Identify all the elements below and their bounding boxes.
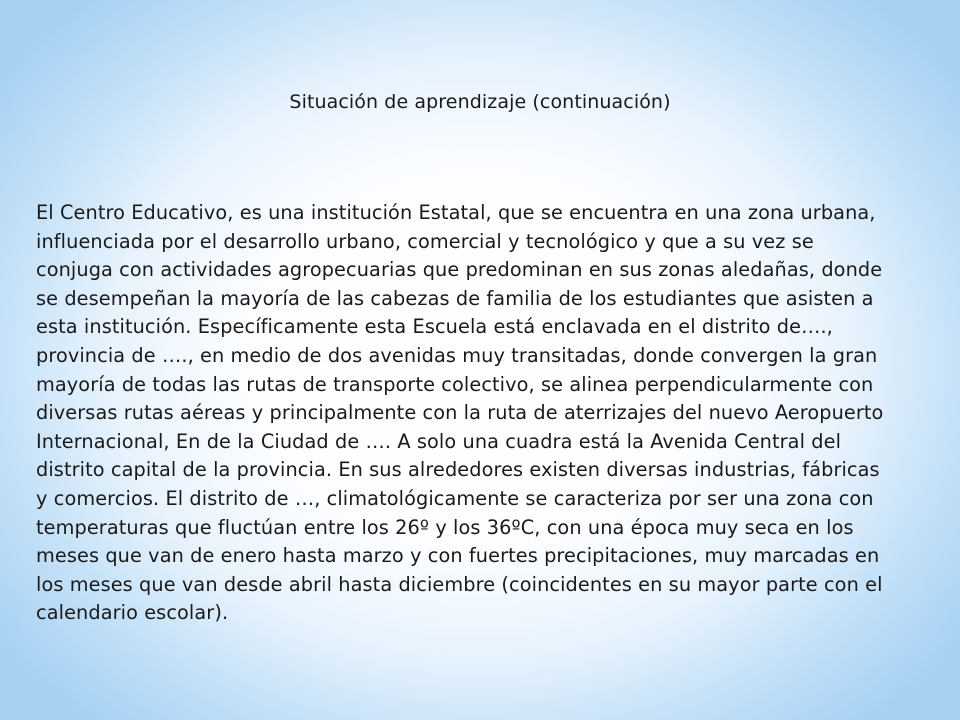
slide-body-text: El Centro Educativo, es una institución Estatal, que se encuentra en una zona urbana, influenciada por el desarrollo urbano, comercial y tecnológico y que a su vez se conjuga con actividades agropecuarias que predominan en sus zonas aledañas, donde se desempeñan la mayoría de las cabezas de familia de los estudiantes que asisten a esta institución. Específicamente esta Escuela está enclavada en el distrito de…., provincia de …., en medio de dos avenidas muy transitadas, donde convergen la gran mayoría de todas las rutas de transporte colectivo, se alinea perpendicularmente con diversas rutas aéreas y principalmente con la ruta de aterrizajes del nuevo Aeropuerto Internacional, En de la Ciudad de …. A solo una cuadra está la Avenida Central del distrito capital de la provincia. En sus alrededores existen diversas industrias, fábricas y comercios. El distrito de …, climatológicamente se caracteriza por ser una zona con temperaturas que fluctúan entre los 26º y los 36ºC, con una época muy seca en los meses que van de enero hasta marzo y con fuertes precipitaciones, muy marcadas en los meses que van desde abril hasta diciembre (coincidentes en su mayor parte con el calendario escolar).	[36, 201, 884, 625]
slide-title: Situación de aprendizaje (continuación)	[289, 91, 671, 113]
